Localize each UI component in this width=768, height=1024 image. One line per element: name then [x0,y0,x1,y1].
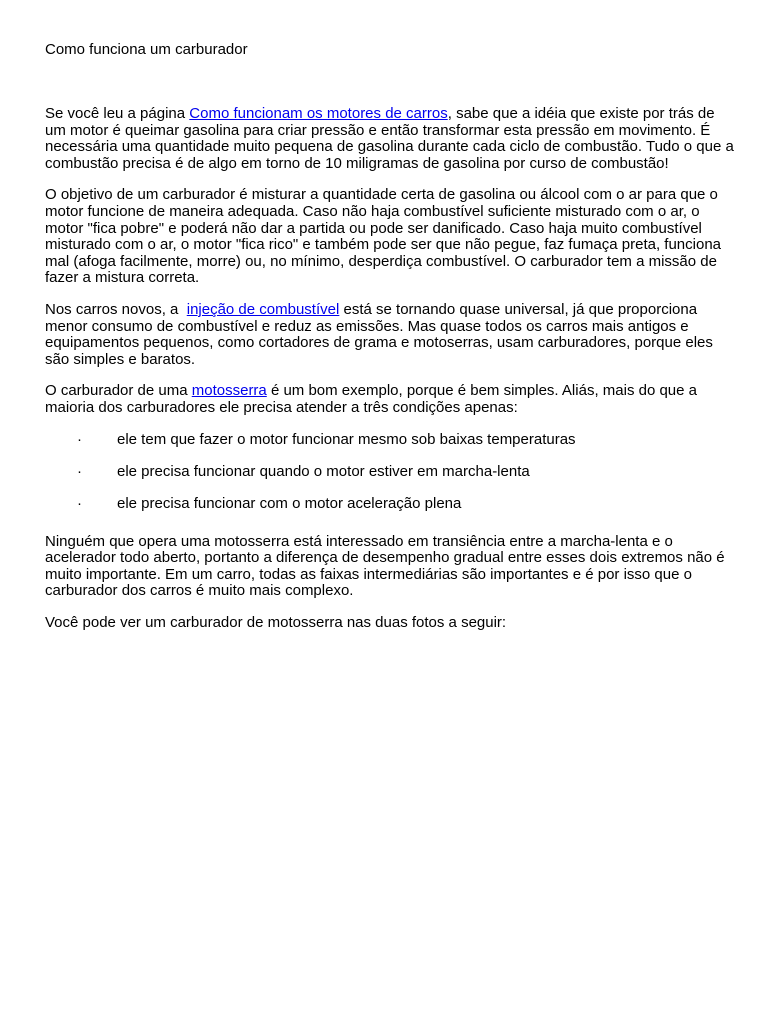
paragraph-intro-text-start: Se você leu a página [45,105,190,122]
paragraph-chainsaw-text-end: é um bom exemplo, porque é bem simples. Aliás, mais do que a maioria dos carburadores ele precisa atender a três condições apenas: [45,382,697,416]
document-page [45,40,735,646]
list-item [45,496,735,528]
list-item [45,432,735,464]
paragraph-photos: Você pode ver um carburador de motosserra nas duas fotos a seguir: [45,613,507,631]
paragraph-intro-text-end: , sabe que a idéia que existe por trás de um motor é queimar gasolina para criar pressão e então transformar esta pressão em movimento. É necessária uma quantidade muito pequena de gasolina durante cada ciclo de combustão. Tudo o que a combustão precisa é de algo em torno de 10 miligramas de gasolina por curso de combustão! [45,105,734,172]
conditions-list [45,432,735,528]
bullet-dot: · [77,430,82,448]
bullet-dot: · [77,462,82,480]
link-motosserra[interactable]: motosserra [191,382,267,400]
paragraph-chainsaw [45,383,735,416]
paragraph-transience: Ninguém que opera uma motosserra está interessado em transiência entre a marcha-lenta e o acelerador todo aberto, portanto a diferença de desempenho gradual entre esses dois extremos não é muito importante. Em um carro, todas as faixas intermediárias são importantes e é por isso que o carburador dos carros é muito mais complexo. [45,532,725,600]
link-motores-de-carros[interactable]: Como funcionam os motores de carros [189,105,448,122]
paragraph-new-cars-text-end: está se tornando quase universal, já que proporciona menor consumo de combustível e reduz as emissões. Mas quase todos os carros mais antigos e equipamentos pequenos, como cortadores de grama e motoserras, usam carburadores, porque eles são simples e baratos. [45,300,713,368]
paragraph-objective: O objetivo de um carburador é misturar a quantidade certa de gasolina ou álcool com o ar para que o motor funcione de maneira adequada. Caso não haja combustível suficiente misturado com o ar, o motor "fica pobre" e poderá não dar a partida ou pode ser danificado. Caso haja muito combustível misturado com o ar, o motor "fica rico" e também pode ser que não pegue, faz fumaça preta, funciona mal (afoga facilmente, morre) ou, no mínimo, desperdiça combustível. O carburador tem a missão de fazer a mistura correta. [45,186,722,287]
list-item-text: ele tem que fazer o motor funcionar mesmo sob baixas temperaturas [117,430,576,448]
page-title: Como funciona um carburador [45,41,248,58]
list-item-text: ele precisa funcionar quando o motor estiver em marcha-lenta [117,462,530,480]
list-item [45,464,735,496]
link-injecao-de-combustivel[interactable]: injeção de combustível [186,300,340,318]
list-item-text: ele precisa funcionar com o motor aceleração plena [117,494,462,512]
paragraph-intro [45,106,735,172]
paragraph-chainsaw-text-start: O carburador de uma [45,382,192,400]
paragraph-new-cars-text-start: Nos carros novos, a [45,300,187,318]
bullet-dot: · [77,494,82,512]
paragraph-new-cars [45,302,735,368]
